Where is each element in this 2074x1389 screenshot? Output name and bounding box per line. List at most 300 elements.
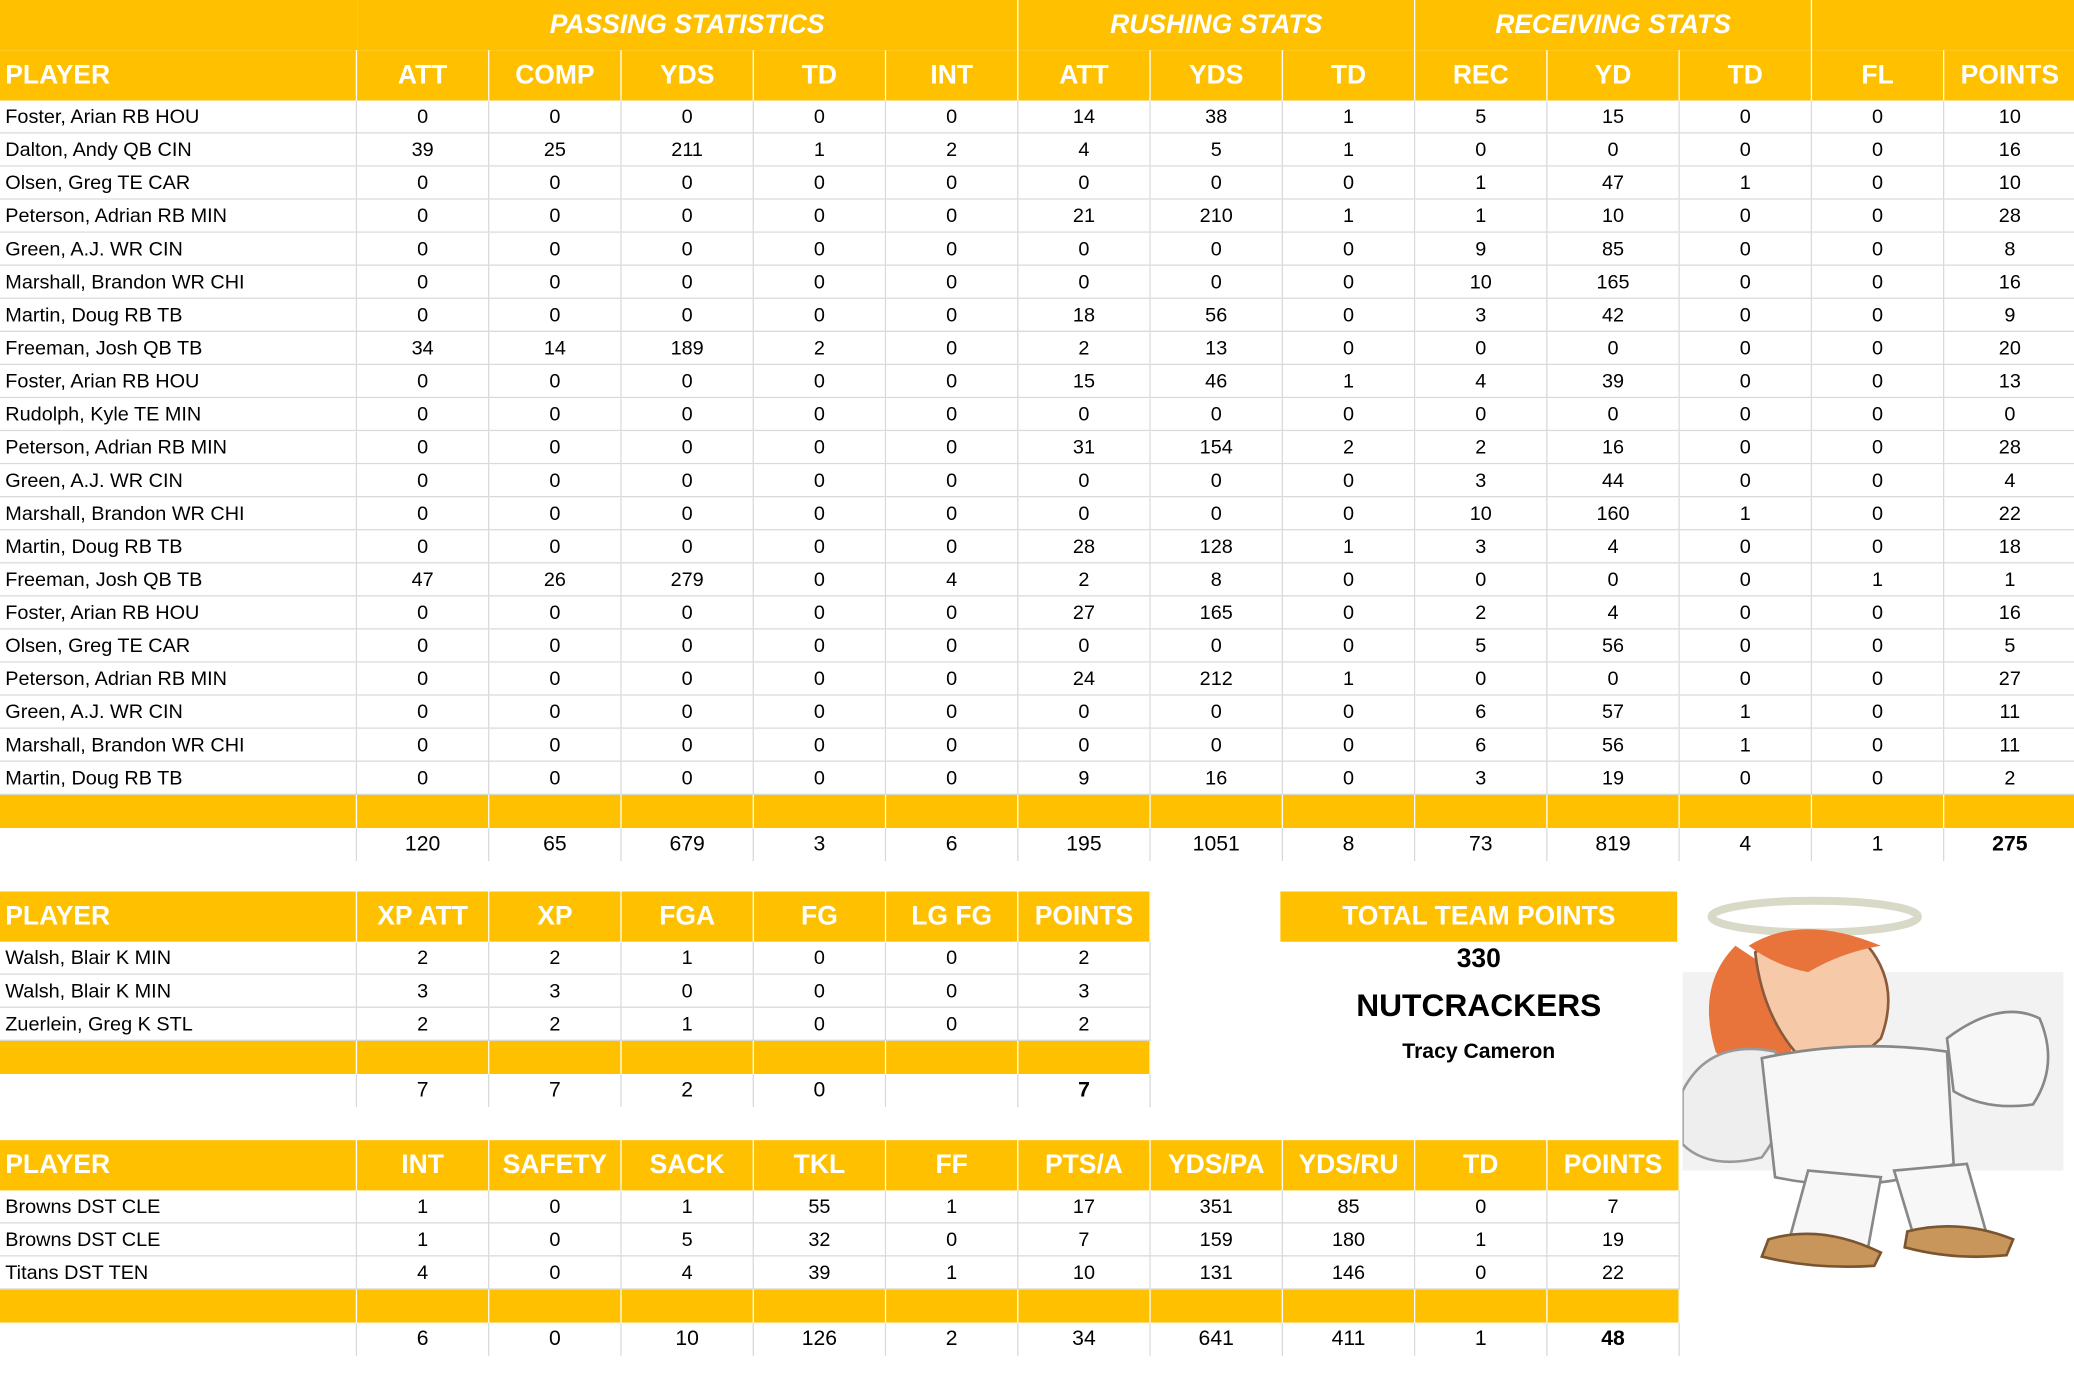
stat-cell: 0 — [489, 663, 621, 696]
group-header-passing: PASSING STATISTICS — [357, 0, 1018, 50]
stat-cell: 131 — [1151, 1257, 1283, 1290]
separator-band-cell — [622, 1041, 754, 1074]
stat-cell: 0 — [622, 200, 754, 233]
stat-cell: 0 — [622, 167, 754, 200]
column-header-att: ATT — [1018, 50, 1150, 100]
stat-cell: 0 — [1680, 762, 1812, 795]
stat-cell: 0 — [754, 530, 886, 563]
stat-cell: 3 — [357, 975, 489, 1008]
stat-cell: 2 — [357, 1008, 489, 1041]
player-name-cell: Walsh, Blair K MIN — [0, 975, 357, 1008]
player-name-cell: Green, A.J. WR CIN — [0, 696, 357, 729]
column-header-yd: YD — [1548, 50, 1680, 100]
total-cell: 0 — [754, 1074, 886, 1107]
stat-cell: 0 — [1812, 398, 1944, 431]
stat-cell: 0 — [357, 233, 489, 266]
stat-cell: 0 — [886, 299, 1018, 332]
stat-cell: 0 — [754, 942, 886, 975]
stat-cell: 0 — [886, 597, 1018, 630]
stat-cell: 128 — [1151, 530, 1283, 563]
stat-cell: 0 — [1415, 1190, 1547, 1223]
stat-cell: 1 — [1680, 167, 1812, 200]
stat-cell: 2 — [1018, 332, 1150, 365]
stat-cell: 165 — [1151, 597, 1283, 630]
stat-cell: 0 — [886, 1008, 1018, 1041]
stat-cell: 0 — [1018, 729, 1150, 762]
stat-cell: 24 — [1018, 663, 1150, 696]
stat-cell: 0 — [1151, 464, 1283, 497]
stat-cell: 0 — [754, 299, 886, 332]
stat-cell: 0 — [754, 233, 886, 266]
column-header-pts-a: PTS/A — [1018, 1140, 1150, 1190]
separator-band-cell — [1283, 795, 1415, 828]
stat-cell: 0 — [754, 563, 886, 596]
stat-cell: 10 — [1548, 200, 1680, 233]
separator-band-cell — [1151, 795, 1283, 828]
stat-cell: 0 — [886, 332, 1018, 365]
stat-cell: 15 — [1018, 365, 1150, 398]
stat-cell: 57 — [1548, 696, 1680, 729]
total-cell — [886, 1074, 1018, 1107]
stat-cell: 4 — [886, 563, 1018, 596]
stat-cell: 21 — [1018, 200, 1150, 233]
stat-cell: 0 — [622, 630, 754, 663]
stat-cell: 0 — [1018, 696, 1150, 729]
separator-band-cell — [886, 795, 1018, 828]
column-header-points: POINTS — [1548, 1140, 1680, 1190]
stat-cell: 5 — [1944, 630, 2074, 663]
team-name: NUTCRACKERS — [1356, 988, 1602, 1024]
stat-cell: 0 — [1548, 134, 1680, 167]
column-header-comp: COMP — [489, 50, 621, 100]
stat-cell: 56 — [1548, 630, 1680, 663]
column-header-yds: YDS — [1151, 50, 1283, 100]
stat-cell: 11 — [1944, 729, 2074, 762]
stat-cell: 85 — [1548, 233, 1680, 266]
stat-cell: 0 — [1812, 696, 1944, 729]
stat-cell: 14 — [1018, 101, 1150, 134]
stat-cell: 0 — [1415, 134, 1547, 167]
stat-cell: 0 — [1680, 200, 1812, 233]
stat-cell: 0 — [1812, 497, 1944, 530]
separator-band-cell — [489, 1290, 621, 1323]
stat-cell: 1 — [1944, 563, 2074, 596]
player-name-cell: Martin, Doug RB TB — [0, 762, 357, 795]
separator-band-cell — [0, 1290, 357, 1323]
stat-cell: 20 — [1944, 332, 2074, 365]
stat-cell: 0 — [622, 431, 754, 464]
stat-cell: 2 — [489, 1008, 621, 1041]
separator-band-cell — [1812, 795, 1944, 828]
stat-cell: 0 — [1548, 398, 1680, 431]
separator-band-cell — [1415, 795, 1547, 828]
stat-cell: 0 — [754, 266, 886, 299]
stat-cell: 0 — [886, 729, 1018, 762]
stat-cell: 0 — [1680, 332, 1812, 365]
separator-band-cell — [489, 1041, 621, 1074]
player-name-cell: Zuerlein, Greg K STL — [0, 1008, 357, 1041]
stat-cell: 0 — [1018, 464, 1150, 497]
stat-cell: 1 — [622, 1190, 754, 1223]
stat-cell: 0 — [489, 729, 621, 762]
column-header-fl: FL — [1812, 50, 1944, 100]
stat-cell: 0 — [1415, 1257, 1547, 1290]
stat-cell: 0 — [886, 630, 1018, 663]
stat-cell: 0 — [886, 530, 1018, 563]
total-cell — [0, 828, 357, 861]
stat-cell: 22 — [1944, 497, 2074, 530]
stat-cell: 10 — [1944, 167, 2074, 200]
stat-cell: 1 — [1680, 696, 1812, 729]
stat-cell: 212 — [1151, 663, 1283, 696]
stat-cell: 0 — [1680, 233, 1812, 266]
stat-cell: 14 — [489, 332, 621, 365]
stat-cell: 16 — [1944, 597, 2074, 630]
total-cell: 65 — [489, 828, 621, 861]
separator-band-cell — [357, 1041, 489, 1074]
stat-cell: 0 — [1812, 365, 1944, 398]
stat-cell: 4 — [1548, 597, 1680, 630]
stat-cell: 0 — [489, 696, 621, 729]
stat-cell: 0 — [1812, 597, 1944, 630]
stat-cell: 1 — [357, 1223, 489, 1256]
stat-cell: 0 — [357, 762, 489, 795]
stat-cell: 0 — [1812, 332, 1944, 365]
stat-cell: 0 — [489, 398, 621, 431]
stat-cell: 85 — [1283, 1190, 1415, 1223]
total-cell: 10 — [622, 1323, 754, 1356]
stat-cell: 0 — [1283, 167, 1415, 200]
stat-cell: 0 — [1548, 563, 1680, 596]
stat-cell: 6 — [1415, 729, 1547, 762]
column-header-tkl: TKL — [754, 1140, 886, 1190]
group-header-receiving: RECEIVING STATS — [1415, 0, 1812, 50]
stat-cell: 28 — [1944, 200, 2074, 233]
stat-cell: 0 — [1283, 266, 1415, 299]
stat-cell: 46 — [1151, 365, 1283, 398]
stat-cell: 16 — [1944, 266, 2074, 299]
stat-cell: 159 — [1151, 1223, 1283, 1256]
stat-cell: 0 — [1680, 101, 1812, 134]
stat-cell: 0 — [622, 497, 754, 530]
stat-cell: 0 — [1283, 563, 1415, 596]
stat-cell: 32 — [754, 1223, 886, 1256]
total-cell: 2 — [622, 1074, 754, 1107]
total-cell: 195 — [1018, 828, 1150, 861]
separator-band-cell — [622, 1290, 754, 1323]
column-header-yds-ru: YDS/RU — [1283, 1140, 1415, 1190]
stat-cell: 1 — [886, 1257, 1018, 1290]
stat-cell: 0 — [489, 365, 621, 398]
stat-cell: 0 — [754, 200, 886, 233]
stat-cell: 0 — [489, 497, 621, 530]
stat-cell: 0 — [1680, 398, 1812, 431]
player-name-cell: Olsen, Greg TE CAR — [0, 167, 357, 200]
player-name-cell: Green, A.J. WR CIN — [0, 233, 357, 266]
stat-cell: 0 — [357, 530, 489, 563]
total-cell: 126 — [754, 1323, 886, 1356]
stat-cell: 8 — [1944, 233, 2074, 266]
kicking-stats-table — [0, 891, 1151, 1107]
total-cell: 679 — [622, 828, 754, 861]
stat-cell: 19 — [1548, 762, 1680, 795]
separator-band-cell — [754, 795, 886, 828]
stat-cell: 1 — [1283, 200, 1415, 233]
stat-cell: 0 — [754, 497, 886, 530]
stat-cell: 0 — [1680, 597, 1812, 630]
stat-cell: 0 — [1812, 431, 1944, 464]
group-header-rushing: RUSHING STATS — [1018, 0, 1415, 50]
stat-cell: 10 — [1415, 266, 1547, 299]
stat-cell: 4 — [1018, 134, 1150, 167]
stat-cell: 0 — [1151, 497, 1283, 530]
separator-band-cell — [1548, 795, 1680, 828]
stat-cell: 0 — [1415, 332, 1547, 365]
column-header-points: POINTS — [1018, 891, 1150, 941]
stat-cell: 4 — [357, 1257, 489, 1290]
team-owner: Tracy Cameron — [1402, 1040, 1556, 1064]
stat-cell: 3 — [1415, 530, 1547, 563]
stat-cell: 0 — [489, 167, 621, 200]
stat-cell: 160 — [1548, 497, 1680, 530]
stat-cell: 0 — [1018, 266, 1150, 299]
stat-cell: 0 — [1812, 663, 1944, 696]
angel-mascot-icon — [1682, 893, 2063, 1277]
player-name-cell: Foster, Arian RB HOU — [0, 365, 357, 398]
stat-cell: 25 — [489, 134, 621, 167]
stat-cell: 0 — [489, 464, 621, 497]
stat-cell: 0 — [357, 497, 489, 530]
player-name-cell: Peterson, Adrian RB MIN — [0, 663, 357, 696]
player-name-cell: Freeman, Josh QB TB — [0, 332, 357, 365]
stat-cell: 1 — [754, 134, 886, 167]
stat-cell: 0 — [357, 431, 489, 464]
total-cell: 641 — [1151, 1323, 1283, 1356]
separator-band-cell — [1944, 795, 2074, 828]
stat-cell: 0 — [886, 167, 1018, 200]
stat-cell: 0 — [754, 663, 886, 696]
stat-cell: 0 — [357, 729, 489, 762]
total-cell: 34 — [1018, 1323, 1150, 1356]
player-name-cell: Foster, Arian RB HOU — [0, 101, 357, 134]
stat-cell: 3 — [1018, 975, 1150, 1008]
player-name-cell: Olsen, Greg TE CAR — [0, 630, 357, 663]
stat-cell: 39 — [357, 134, 489, 167]
stat-cell: 0 — [754, 365, 886, 398]
stat-cell: 4 — [1944, 464, 2074, 497]
total-points-cell: 48 — [1548, 1323, 1680, 1356]
stat-cell: 0 — [489, 1190, 621, 1223]
stat-cell: 0 — [1018, 398, 1150, 431]
stat-cell: 1 — [1812, 563, 1944, 596]
stat-cell: 0 — [1283, 597, 1415, 630]
stat-cell: 3 — [1415, 299, 1547, 332]
stat-cell: 15 — [1548, 101, 1680, 134]
separator-band-cell — [1018, 1290, 1150, 1323]
stat-cell: 0 — [357, 663, 489, 696]
stat-cell: 0 — [1812, 464, 1944, 497]
stat-cell: 1 — [1415, 167, 1547, 200]
stat-cell: 38 — [1151, 101, 1283, 134]
stat-cell: 0 — [1680, 365, 1812, 398]
stat-cell: 0 — [754, 398, 886, 431]
stat-cell: 0 — [357, 597, 489, 630]
column-header-ff: FF — [886, 1140, 1018, 1190]
stat-cell: 0 — [1680, 663, 1812, 696]
stat-cell: 0 — [1151, 696, 1283, 729]
stat-cell: 0 — [1283, 233, 1415, 266]
stat-cell: 5 — [1151, 134, 1283, 167]
stat-cell: 0 — [754, 762, 886, 795]
stat-cell: 1 — [1283, 365, 1415, 398]
stat-cell: 0 — [357, 167, 489, 200]
stat-cell: 0 — [622, 696, 754, 729]
stat-cell: 55 — [754, 1190, 886, 1223]
column-header-td: TD — [1680, 50, 1812, 100]
stat-cell: 0 — [1151, 630, 1283, 663]
stat-cell: 1 — [1283, 530, 1415, 563]
stat-cell: 0 — [1415, 563, 1547, 596]
stat-cell: 18 — [1018, 299, 1150, 332]
stat-cell: 0 — [489, 200, 621, 233]
stat-cell: 146 — [1283, 1257, 1415, 1290]
header-corner — [0, 0, 357, 50]
separator-band-cell — [357, 1290, 489, 1323]
total-cell: 1051 — [1151, 828, 1283, 861]
separator-band-cell — [1680, 795, 1812, 828]
stat-cell: 0 — [357, 365, 489, 398]
total-points-cell: 275 — [1944, 828, 2074, 861]
stat-cell: 0 — [489, 101, 621, 134]
stat-cell: 0 — [489, 233, 621, 266]
player-name-cell: Marshall, Brandon WR CHI — [0, 266, 357, 299]
stat-cell: 5 — [622, 1223, 754, 1256]
column-header-player: PLAYER — [0, 1140, 357, 1190]
stat-cell: 0 — [1680, 630, 1812, 663]
stat-cell: 0 — [1018, 497, 1150, 530]
stat-cell: 0 — [1680, 431, 1812, 464]
stat-cell: 0 — [357, 200, 489, 233]
stat-cell: 0 — [754, 101, 886, 134]
separator-band-cell — [1415, 1290, 1547, 1323]
stat-cell: 2 — [1944, 762, 2074, 795]
separator-band-cell — [886, 1290, 1018, 1323]
stat-cell: 0 — [489, 1257, 621, 1290]
stat-cell: 351 — [1151, 1190, 1283, 1223]
stat-cell: 0 — [1812, 134, 1944, 167]
column-header-td: TD — [1283, 50, 1415, 100]
total-points-cell: 7 — [1018, 1074, 1150, 1107]
stat-cell: 0 — [622, 663, 754, 696]
stat-cell: 0 — [886, 101, 1018, 134]
stat-cell: 0 — [357, 464, 489, 497]
stat-cell: 0 — [489, 630, 621, 663]
separator-band-cell — [754, 1041, 886, 1074]
stat-cell: 3 — [489, 975, 621, 1008]
stat-cell: 0 — [357, 101, 489, 134]
stat-cell: 47 — [357, 563, 489, 596]
separator-band-cell — [1283, 1290, 1415, 1323]
stat-cell: 4 — [1415, 365, 1547, 398]
separator-band-cell — [1151, 1290, 1283, 1323]
stat-cell: 10 — [1018, 1257, 1150, 1290]
stat-cell: 0 — [1680, 563, 1812, 596]
stat-cell: 0 — [754, 696, 886, 729]
total-cell: 411 — [1283, 1323, 1415, 1356]
stat-cell: 211 — [622, 134, 754, 167]
stat-cell: 0 — [1812, 762, 1944, 795]
stat-cell: 0 — [1812, 729, 1944, 762]
stat-cell: 0 — [622, 233, 754, 266]
stat-cell: 0 — [754, 431, 886, 464]
stat-cell: 0 — [1812, 200, 1944, 233]
stat-cell: 0 — [1680, 464, 1812, 497]
stat-cell: 0 — [886, 497, 1018, 530]
stat-cell: 0 — [886, 942, 1018, 975]
stat-cell: 39 — [754, 1257, 886, 1290]
total-cell: 6 — [357, 1323, 489, 1356]
stat-cell: 0 — [886, 266, 1018, 299]
stat-cell: 17 — [1018, 1190, 1150, 1223]
stat-cell: 0 — [886, 696, 1018, 729]
stat-cell: 0 — [1680, 266, 1812, 299]
stat-cell: 2 — [886, 134, 1018, 167]
stat-cell: 1 — [1283, 101, 1415, 134]
stat-cell: 0 — [754, 630, 886, 663]
separator-band-cell — [1548, 1290, 1680, 1323]
stat-cell: 4 — [622, 1257, 754, 1290]
separator-band-cell — [357, 795, 489, 828]
separator-band-cell — [622, 795, 754, 828]
stat-cell: 0 — [1283, 299, 1415, 332]
stat-cell: 0 — [754, 167, 886, 200]
stat-cell: 0 — [622, 266, 754, 299]
stat-cell: 2 — [1415, 597, 1547, 630]
stat-cell: 0 — [1812, 233, 1944, 266]
player-name-cell: Marshall, Brandon WR CHI — [0, 497, 357, 530]
stat-cell: 2 — [754, 332, 886, 365]
total-cell: 7 — [357, 1074, 489, 1107]
column-header-yds-pa: YDS/PA — [1151, 1140, 1283, 1190]
stat-cell: 0 — [1283, 762, 1415, 795]
stat-cell: 56 — [1151, 299, 1283, 332]
stat-cell: 4 — [1548, 530, 1680, 563]
stat-cell: 28 — [1018, 530, 1150, 563]
total-cell: 1 — [1415, 1323, 1547, 1356]
stat-cell: 2 — [1018, 1008, 1150, 1041]
stat-cell: 0 — [754, 729, 886, 762]
stat-cell: 0 — [489, 299, 621, 332]
stat-cell: 7 — [1548, 1190, 1680, 1223]
stat-cell: 8 — [1151, 563, 1283, 596]
stat-cell: 0 — [886, 1223, 1018, 1256]
stat-cell: 0 — [1283, 729, 1415, 762]
stat-cell: 0 — [1415, 663, 1547, 696]
stat-cell: 56 — [1548, 729, 1680, 762]
stat-cell: 0 — [622, 299, 754, 332]
stat-cell: 16 — [1944, 134, 2074, 167]
column-header-att: ATT — [357, 50, 489, 100]
stat-cell: 1 — [622, 942, 754, 975]
stat-cell: 0 — [622, 398, 754, 431]
stat-cell: 0 — [622, 729, 754, 762]
stat-cell: 0 — [1548, 332, 1680, 365]
stat-cell: 27 — [1944, 663, 2074, 696]
stat-cell: 279 — [622, 563, 754, 596]
total-cell: 6 — [886, 828, 1018, 861]
stat-cell: 0 — [489, 266, 621, 299]
team-summary — [1280, 891, 1677, 1064]
